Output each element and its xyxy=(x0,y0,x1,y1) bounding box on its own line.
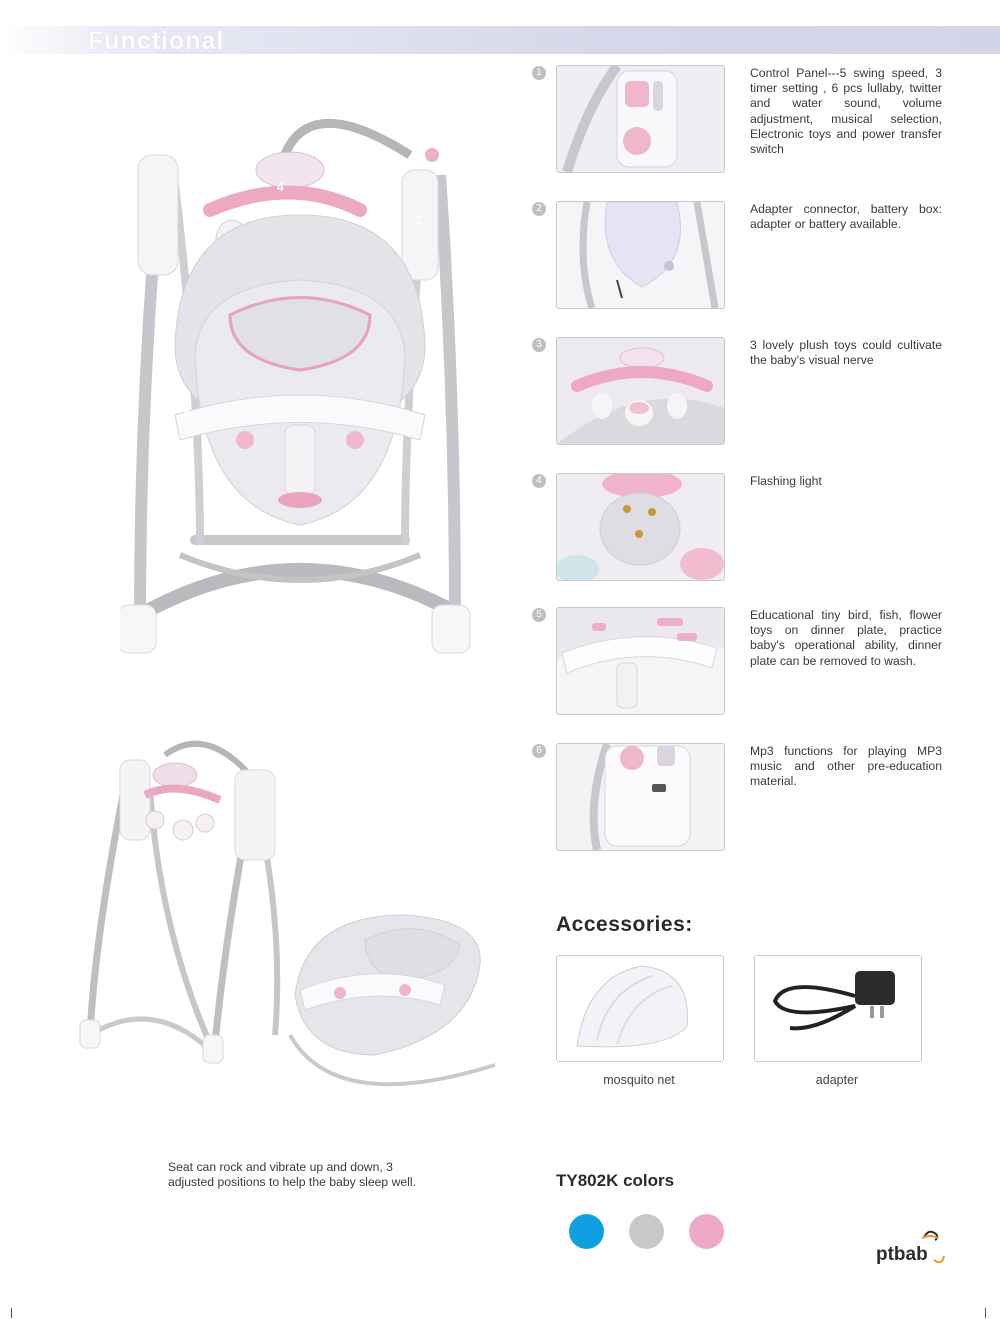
colors-title: TY802K colors xyxy=(556,1171,675,1190)
swing-front-illustration xyxy=(120,95,480,695)
accessory-image-adapter xyxy=(754,955,922,1062)
feature-image-plush-toys xyxy=(556,337,725,445)
feature-image-flashing-light xyxy=(556,473,725,581)
feature-text-5: Educational tiny bird, fish, flower toys on dinner plate, practice baby's operational ability, dinner plate can be removed to wash. xyxy=(750,608,942,668)
page-title: Functional xyxy=(88,27,225,55)
feature-image-mp3 xyxy=(556,743,725,851)
feature-number-5: 5 xyxy=(532,608,546,622)
callout-2: 2 xyxy=(415,213,422,227)
accessories-title: Accessories: xyxy=(556,913,693,936)
trim-mark-left xyxy=(11,1308,12,1318)
feature-text-6: Mp3 functions for playing MP3 music and other pre-education material. xyxy=(750,744,942,789)
feature-text-1: Control Panel---5 swing speed, 3 timer setting , 6 pcs lullaby, twitter and water sound, volume adjustment, musical selection, Electronic toys and power transfer switch xyxy=(750,66,942,157)
feature-text-2: Adapter connector, battery box: adapter or battery available. xyxy=(750,202,942,232)
callout-1: 1 xyxy=(441,137,448,151)
color-swatch-blue xyxy=(569,1214,604,1249)
accessory-label-adapter: adapter xyxy=(815,1073,859,1087)
feature-image-control-panel xyxy=(556,65,725,173)
feature-number-6: 6 xyxy=(532,744,546,758)
callout-3: 3 xyxy=(335,207,342,221)
brand-logo-text: ptbab xyxy=(876,1244,928,1265)
callout-6: 6 xyxy=(448,178,455,192)
feature-number-4: 4 xyxy=(532,474,546,488)
feature-image-adapter-connector xyxy=(556,201,725,309)
feature-text-4: Flashing light xyxy=(750,474,822,488)
color-swatch-pink xyxy=(689,1214,724,1249)
callout-4: 4 xyxy=(277,180,284,194)
feature-number-3: 3 xyxy=(532,338,546,352)
feature-number-1: 1 xyxy=(532,66,546,80)
accessory-label-mosquito-net: mosquito net xyxy=(603,1073,675,1087)
brand-logo xyxy=(874,1226,946,1270)
feature-image-dinner-plate xyxy=(556,607,725,715)
accessory-image-mosquito-net xyxy=(556,955,724,1062)
callout-5: 5 xyxy=(183,408,190,422)
color-swatch-grey xyxy=(629,1214,664,1249)
feature-number-2: 2 xyxy=(532,202,546,216)
feature-text-3: 3 lovely plush toys could cultivate the baby's visual nerve xyxy=(750,338,942,368)
trim-mark-right xyxy=(985,1308,986,1318)
swing-side-illustration xyxy=(75,735,505,1115)
side-caption: Seat can rock and vibrate up and down, 3 adjusted positions to help the baby sleep well. xyxy=(168,1160,416,1190)
